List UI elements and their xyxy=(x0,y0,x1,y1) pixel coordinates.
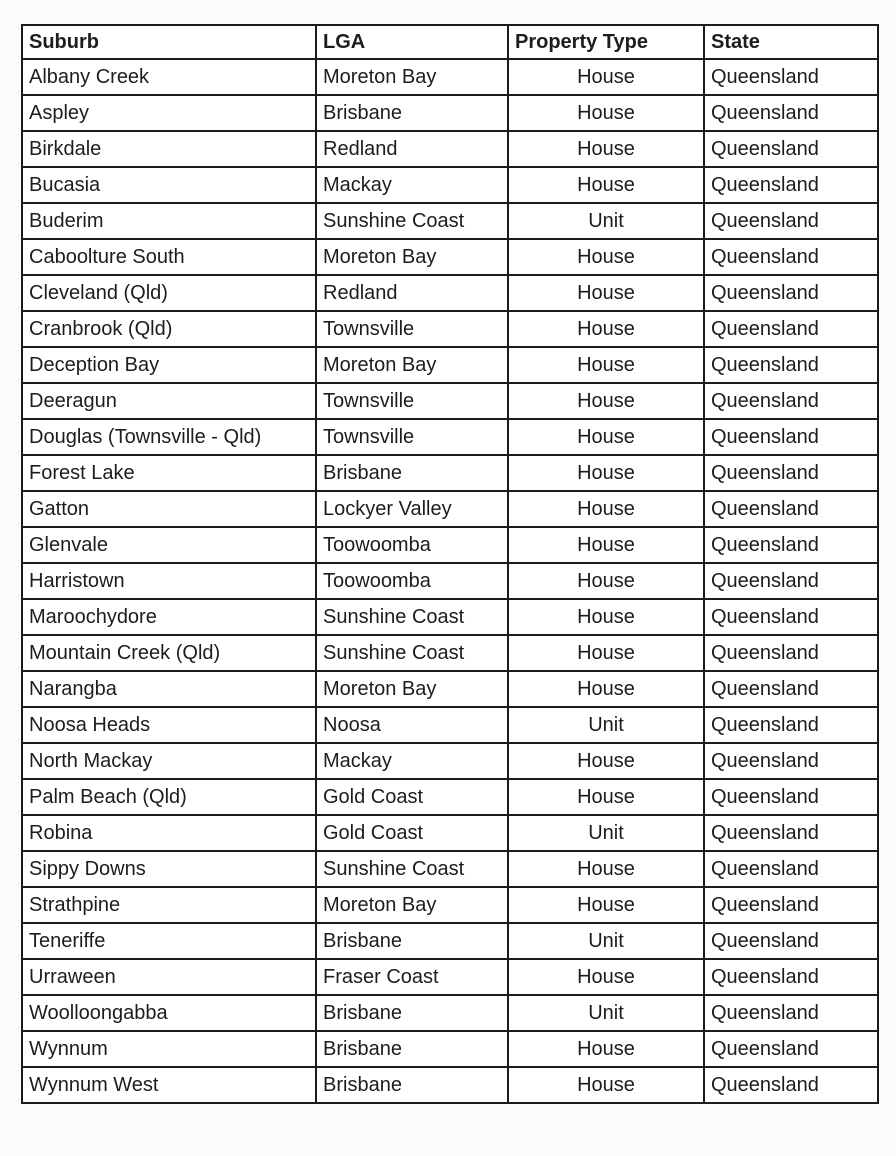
cell-suburb: Birkdale xyxy=(22,131,316,167)
cell-lga: Moreton Bay xyxy=(316,887,508,923)
cell-state: Queensland xyxy=(704,707,878,743)
cell-property-type: House xyxy=(508,1067,704,1103)
cell-state: Queensland xyxy=(704,887,878,923)
cell-state: Queensland xyxy=(704,239,878,275)
cell-lga: Moreton Bay xyxy=(316,671,508,707)
table-row xyxy=(22,995,878,1031)
cell-property-type: House xyxy=(508,635,704,671)
cell-lga: Redland xyxy=(316,275,508,311)
table-header xyxy=(22,25,878,59)
cell-property-type: Unit xyxy=(508,203,704,239)
cell-suburb: Narangba xyxy=(22,671,316,707)
cell-property-type: House xyxy=(508,887,704,923)
cell-suburb: Glenvale xyxy=(22,527,316,563)
cell-state: Queensland xyxy=(704,995,878,1031)
cell-suburb: Strathpine xyxy=(22,887,316,923)
cell-property-type: House xyxy=(508,95,704,131)
cell-property-type: House xyxy=(508,383,704,419)
cell-property-type: House xyxy=(508,599,704,635)
cell-lga: Townsville xyxy=(316,311,508,347)
cell-lga: Gold Coast xyxy=(316,815,508,851)
table-row xyxy=(22,923,878,959)
cell-property-type: Unit xyxy=(508,707,704,743)
cell-lga: Mackay xyxy=(316,167,508,203)
cell-suburb: Wynnum West xyxy=(22,1067,316,1103)
table-row xyxy=(22,959,878,995)
cell-lga: Brisbane xyxy=(316,1031,508,1067)
table-row xyxy=(22,167,878,203)
table-row xyxy=(22,707,878,743)
cell-lga: Sunshine Coast xyxy=(316,203,508,239)
cell-state: Queensland xyxy=(704,959,878,995)
cell-lga: Sunshine Coast xyxy=(316,635,508,671)
cell-suburb: Urraween xyxy=(22,959,316,995)
table-row xyxy=(22,491,878,527)
cell-state: Queensland xyxy=(704,923,878,959)
cell-lga: Brisbane xyxy=(316,95,508,131)
table-row xyxy=(22,743,878,779)
cell-property-type: House xyxy=(508,419,704,455)
table-row xyxy=(22,887,878,923)
cell-lga: Toowoomba xyxy=(316,527,508,563)
cell-property-type: House xyxy=(508,563,704,599)
cell-state: Queensland xyxy=(704,59,878,95)
cell-property-type: Unit xyxy=(508,995,704,1031)
cell-state: Queensland xyxy=(704,527,878,563)
table-row xyxy=(22,311,878,347)
cell-suburb: Sippy Downs xyxy=(22,851,316,887)
cell-state: Queensland xyxy=(704,95,878,131)
cell-state: Queensland xyxy=(704,779,878,815)
cell-suburb: Aspley xyxy=(22,95,316,131)
cell-suburb: Bucasia xyxy=(22,167,316,203)
cell-suburb: Buderim xyxy=(22,203,316,239)
cell-state: Queensland xyxy=(704,671,878,707)
cell-property-type: House xyxy=(508,167,704,203)
table-row xyxy=(22,59,878,95)
cell-state: Queensland xyxy=(704,1031,878,1067)
cell-state: Queensland xyxy=(704,167,878,203)
cell-state: Queensland xyxy=(704,275,878,311)
column-header-lga: LGA xyxy=(316,25,508,59)
cell-state: Queensland xyxy=(704,815,878,851)
cell-property-type: Unit xyxy=(508,923,704,959)
cell-property-type: House xyxy=(508,671,704,707)
cell-lga: Townsville xyxy=(316,383,508,419)
cell-lga: Townsville xyxy=(316,419,508,455)
cell-lga: Noosa xyxy=(316,707,508,743)
cell-suburb: Maroochydore xyxy=(22,599,316,635)
table-row xyxy=(22,275,878,311)
cell-lga: Toowoomba xyxy=(316,563,508,599)
cell-state: Queensland xyxy=(704,491,878,527)
cell-suburb: Cleveland (Qld) xyxy=(22,275,316,311)
cell-state: Queensland xyxy=(704,563,878,599)
cell-suburb: Caboolture South xyxy=(22,239,316,275)
cell-state: Queensland xyxy=(704,203,878,239)
table-row xyxy=(22,455,878,491)
property-table-container xyxy=(21,24,877,1104)
cell-state: Queensland xyxy=(704,635,878,671)
cell-suburb: Robina xyxy=(22,815,316,851)
cell-property-type: House xyxy=(508,851,704,887)
table-row xyxy=(22,815,878,851)
cell-lga: Fraser Coast xyxy=(316,959,508,995)
cell-state: Queensland xyxy=(704,311,878,347)
cell-suburb: Forest Lake xyxy=(22,455,316,491)
cell-lga: Moreton Bay xyxy=(316,59,508,95)
cell-property-type: House xyxy=(508,743,704,779)
cell-property-type: Unit xyxy=(508,815,704,851)
cell-property-type: House xyxy=(508,527,704,563)
cell-state: Queensland xyxy=(704,851,878,887)
column-header-state: State xyxy=(704,25,878,59)
cell-lga: Gold Coast xyxy=(316,779,508,815)
cell-lga: Brisbane xyxy=(316,995,508,1031)
column-header-property-type: Property Type xyxy=(508,25,704,59)
header-row xyxy=(22,25,878,59)
cell-suburb: North Mackay xyxy=(22,743,316,779)
table-row xyxy=(22,383,878,419)
table-row xyxy=(22,95,878,131)
cell-lga: Brisbane xyxy=(316,455,508,491)
cell-property-type: House xyxy=(508,455,704,491)
table-row xyxy=(22,599,878,635)
cell-suburb: Mountain Creek (Qld) xyxy=(22,635,316,671)
table-row xyxy=(22,1031,878,1067)
cell-lga: Sunshine Coast xyxy=(316,851,508,887)
cell-state: Queensland xyxy=(704,599,878,635)
cell-property-type: House xyxy=(508,347,704,383)
cell-property-type: House xyxy=(508,779,704,815)
cell-lga: Mackay xyxy=(316,743,508,779)
cell-property-type: House xyxy=(508,1031,704,1067)
cell-property-type: House xyxy=(508,239,704,275)
cell-suburb: Wynnum xyxy=(22,1031,316,1067)
cell-suburb: Cranbrook (Qld) xyxy=(22,311,316,347)
cell-state: Queensland xyxy=(704,743,878,779)
cell-lga: Redland xyxy=(316,131,508,167)
cell-suburb: Deception Bay xyxy=(22,347,316,383)
cell-suburb: Gatton xyxy=(22,491,316,527)
cell-property-type: House xyxy=(508,131,704,167)
cell-property-type: House xyxy=(508,959,704,995)
table-body xyxy=(22,59,878,1103)
cell-suburb: Douglas (Townsville - Qld) xyxy=(22,419,316,455)
column-header-suburb: Suburb xyxy=(22,25,316,59)
cell-state: Queensland xyxy=(704,347,878,383)
cell-suburb: Teneriffe xyxy=(22,923,316,959)
cell-property-type: House xyxy=(508,59,704,95)
cell-lga: Moreton Bay xyxy=(316,347,508,383)
cell-suburb: Woolloongabba xyxy=(22,995,316,1031)
cell-lga: Lockyer Valley xyxy=(316,491,508,527)
cell-property-type: House xyxy=(508,275,704,311)
cell-suburb: Noosa Heads xyxy=(22,707,316,743)
table-row xyxy=(22,131,878,167)
cell-property-type: House xyxy=(508,491,704,527)
cell-lga: Sunshine Coast xyxy=(316,599,508,635)
table-row xyxy=(22,779,878,815)
cell-suburb: Deeragun xyxy=(22,383,316,419)
table-row xyxy=(22,527,878,563)
table-row xyxy=(22,563,878,599)
cell-state: Queensland xyxy=(704,455,878,491)
cell-lga: Moreton Bay xyxy=(316,239,508,275)
table-row xyxy=(22,851,878,887)
cell-state: Queensland xyxy=(704,419,878,455)
cell-suburb: Harristown xyxy=(22,563,316,599)
table-row xyxy=(22,203,878,239)
table-row xyxy=(22,347,878,383)
table-row xyxy=(22,1067,878,1103)
table-row xyxy=(22,419,878,455)
cell-suburb: Albany Creek xyxy=(22,59,316,95)
cell-state: Queensland xyxy=(704,1067,878,1103)
table-row xyxy=(22,671,878,707)
cell-lga: Brisbane xyxy=(316,923,508,959)
cell-property-type: House xyxy=(508,311,704,347)
cell-state: Queensland xyxy=(704,131,878,167)
table-row xyxy=(22,635,878,671)
cell-lga: Brisbane xyxy=(316,1067,508,1103)
property-table xyxy=(21,24,879,1104)
table-row xyxy=(22,239,878,275)
cell-state: Queensland xyxy=(704,383,878,419)
cell-suburb: Palm Beach (Qld) xyxy=(22,779,316,815)
